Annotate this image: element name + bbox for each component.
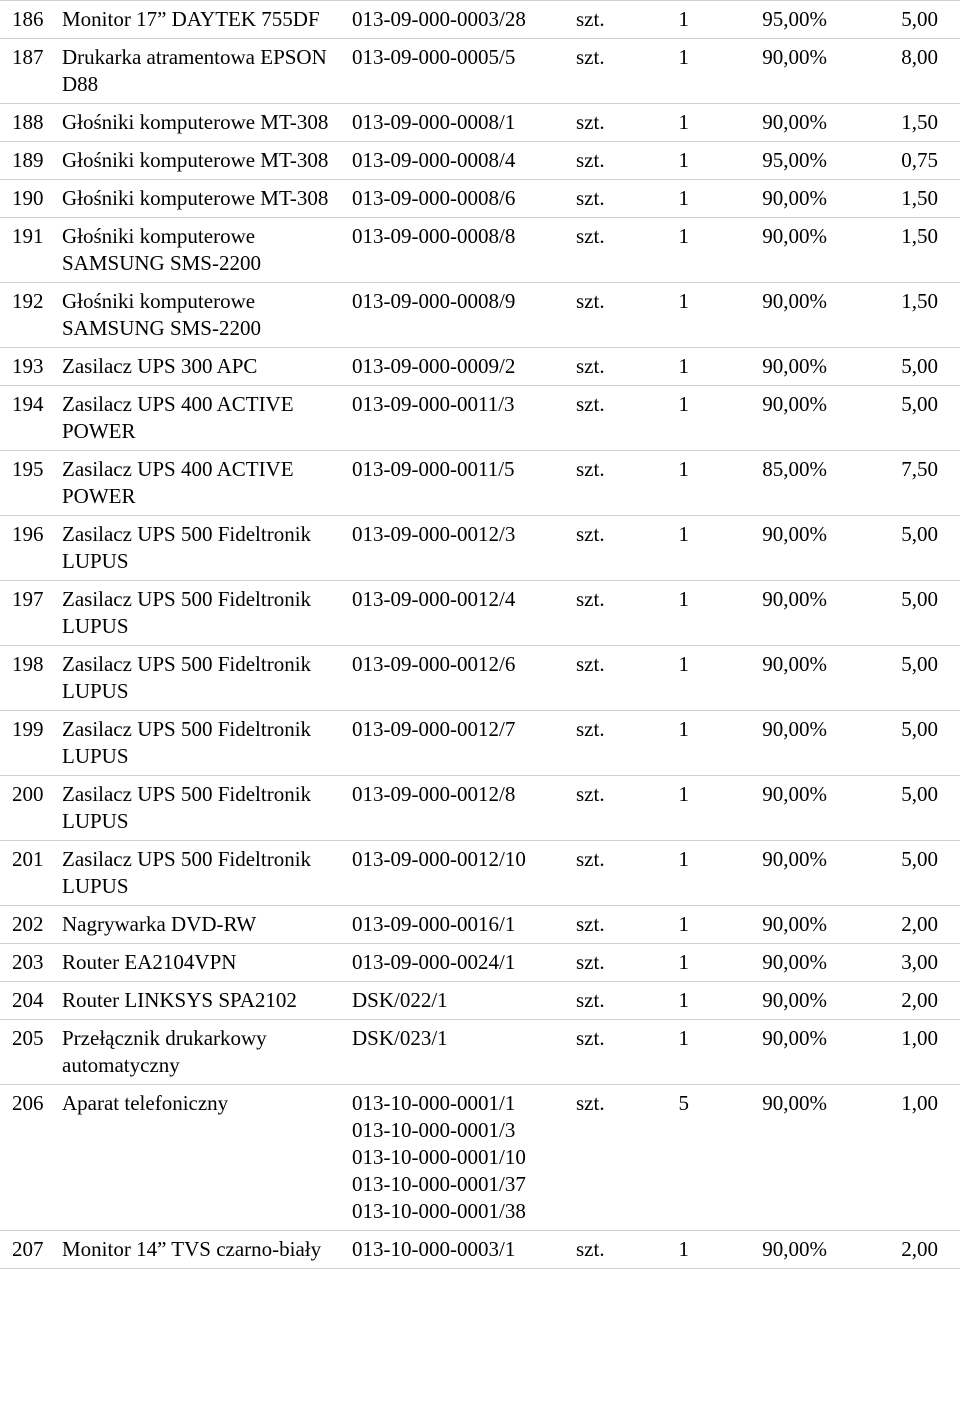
table-row bbox=[0, 516, 960, 581]
value-cell: 7,50 bbox=[835, 451, 960, 516]
unit-cell: szt. bbox=[570, 1, 650, 39]
row-number-cell: 188 bbox=[0, 104, 58, 142]
depreciation-percent-cell: 90,00% bbox=[695, 386, 835, 451]
unit-cell: szt. bbox=[570, 711, 650, 776]
unit-cell: szt. bbox=[570, 776, 650, 841]
inventory-number-cell: 013-10-000-0003/1 bbox=[348, 1231, 570, 1269]
depreciation-percent-cell: 90,00% bbox=[695, 1020, 835, 1085]
table-row bbox=[0, 776, 960, 841]
row-number-cell: 202 bbox=[0, 906, 58, 944]
inventory-number-cell: 013-09-000-0003/28 bbox=[348, 1, 570, 39]
row-number-cell: 197 bbox=[0, 581, 58, 646]
value-cell: 5,00 bbox=[835, 581, 960, 646]
inventory-number-cell: 013-09-000-0012/7 bbox=[348, 711, 570, 776]
item-name-cell: Głośniki komputerowe SAMSUNG SMS-2200 bbox=[58, 218, 348, 283]
value-cell: 5,00 bbox=[835, 516, 960, 581]
unit-cell: szt. bbox=[570, 218, 650, 283]
unit-cell: szt. bbox=[570, 906, 650, 944]
value-cell: 5,00 bbox=[835, 348, 960, 386]
table-row bbox=[0, 218, 960, 283]
value-cell: 5,00 bbox=[835, 1, 960, 39]
table-row bbox=[0, 1231, 960, 1269]
depreciation-percent-cell: 90,00% bbox=[695, 841, 835, 906]
item-name-cell: Zasilacz UPS 500 Fideltronik LUPUS bbox=[58, 711, 348, 776]
item-name-cell: Aparat telefoniczny bbox=[58, 1085, 348, 1231]
table-row bbox=[0, 142, 960, 180]
item-name-cell: Zasilacz UPS 500 Fideltronik LUPUS bbox=[58, 581, 348, 646]
unit-cell: szt. bbox=[570, 451, 650, 516]
inventory-number-cell: 013-09-000-0009/2 bbox=[348, 348, 570, 386]
unit-cell: szt. bbox=[570, 841, 650, 906]
table-row bbox=[0, 1085, 960, 1231]
item-name-cell: Zasilacz UPS 500 Fideltronik LUPUS bbox=[58, 646, 348, 711]
item-name-cell: Zasilacz UPS 400 ACTIVE POWER bbox=[58, 386, 348, 451]
value-cell: 1,00 bbox=[835, 1085, 960, 1231]
table-row bbox=[0, 711, 960, 776]
quantity-cell: 1 bbox=[650, 142, 695, 180]
table-row bbox=[0, 1, 960, 39]
quantity-cell: 1 bbox=[650, 906, 695, 944]
unit-cell: szt. bbox=[570, 1085, 650, 1231]
unit-cell: szt. bbox=[570, 348, 650, 386]
row-number-cell: 195 bbox=[0, 451, 58, 516]
row-number-cell: 191 bbox=[0, 218, 58, 283]
quantity-cell: 1 bbox=[650, 39, 695, 104]
unit-cell: szt. bbox=[570, 142, 650, 180]
inventory-number-cell: 013-09-000-0012/8 bbox=[348, 776, 570, 841]
item-name-cell: Głośniki komputerowe MT-308 bbox=[58, 142, 348, 180]
inventory-number-cell: 013-09-000-0016/1 bbox=[348, 906, 570, 944]
unit-cell: szt. bbox=[570, 982, 650, 1020]
item-name-cell: Zasilacz UPS 400 ACTIVE POWER bbox=[58, 451, 348, 516]
depreciation-percent-cell: 90,00% bbox=[695, 39, 835, 104]
value-cell: 1,00 bbox=[835, 1020, 960, 1085]
inventory-number-cell: 013-09-000-0012/3 bbox=[348, 516, 570, 581]
inventory-number-cell: 013-09-000-0012/10 bbox=[348, 841, 570, 906]
depreciation-percent-cell: 95,00% bbox=[695, 1, 835, 39]
depreciation-percent-cell: 90,00% bbox=[695, 104, 835, 142]
value-cell: 2,00 bbox=[835, 982, 960, 1020]
depreciation-percent-cell: 90,00% bbox=[695, 516, 835, 581]
quantity-cell: 1 bbox=[650, 516, 695, 581]
unit-cell: szt. bbox=[570, 581, 650, 646]
table-row bbox=[0, 386, 960, 451]
item-name-cell: Router LINKSYS SPA2102 bbox=[58, 982, 348, 1020]
quantity-cell: 1 bbox=[650, 1, 695, 39]
table-row bbox=[0, 1020, 960, 1085]
item-name-cell: Nagrywarka DVD-RW bbox=[58, 906, 348, 944]
value-cell: 5,00 bbox=[835, 711, 960, 776]
value-cell: 5,00 bbox=[835, 386, 960, 451]
inventory-number-cell: DSK/023/1 bbox=[348, 1020, 570, 1085]
row-number-cell: 198 bbox=[0, 646, 58, 711]
quantity-cell: 1 bbox=[650, 451, 695, 516]
depreciation-percent-cell: 90,00% bbox=[695, 646, 835, 711]
value-cell: 3,00 bbox=[835, 944, 960, 982]
table-row bbox=[0, 104, 960, 142]
table-row bbox=[0, 451, 960, 516]
item-name-cell: Przełącznik drukarkowy automatyczny bbox=[58, 1020, 348, 1085]
inventory-number-cell: 013-09-000-0008/9 bbox=[348, 283, 570, 348]
item-name-cell: Zasilacz UPS 300 APC bbox=[58, 348, 348, 386]
depreciation-percent-cell: 90,00% bbox=[695, 711, 835, 776]
table-row bbox=[0, 39, 960, 104]
unit-cell: szt. bbox=[570, 386, 650, 451]
inventory-number-cell: 013-09-000-0011/3 bbox=[348, 386, 570, 451]
unit-cell: szt. bbox=[570, 944, 650, 982]
inventory-number-cell: DSK/022/1 bbox=[348, 982, 570, 1020]
inventory-number-cell: 013-10-000-0001/1 013-10-000-0001/3 013-10-000-0001/10 013-10-000-0001/37 013-10-000-0001/38 bbox=[348, 1085, 570, 1231]
depreciation-percent-cell: 90,00% bbox=[695, 180, 835, 218]
quantity-cell: 1 bbox=[650, 1020, 695, 1085]
value-cell: 5,00 bbox=[835, 646, 960, 711]
unit-cell: szt. bbox=[570, 39, 650, 104]
quantity-cell: 1 bbox=[650, 711, 695, 776]
quantity-cell: 1 bbox=[650, 581, 695, 646]
row-number-cell: 189 bbox=[0, 142, 58, 180]
quantity-cell: 1 bbox=[650, 982, 695, 1020]
depreciation-percent-cell: 90,00% bbox=[695, 218, 835, 283]
inventory-number-cell: 013-09-000-0008/8 bbox=[348, 218, 570, 283]
depreciation-percent-cell: 90,00% bbox=[695, 906, 835, 944]
inventory-number-cell: 013-09-000-0011/5 bbox=[348, 451, 570, 516]
depreciation-percent-cell: 90,00% bbox=[695, 944, 835, 982]
inventory-number-cell: 013-09-000-0005/5 bbox=[348, 39, 570, 104]
value-cell: 1,50 bbox=[835, 104, 960, 142]
quantity-cell: 1 bbox=[650, 944, 695, 982]
item-name-cell: Głośniki komputerowe MT-308 bbox=[58, 104, 348, 142]
row-number-cell: 203 bbox=[0, 944, 58, 982]
inventory-number-cell: 013-09-000-0012/4 bbox=[348, 581, 570, 646]
item-name-cell: Głośniki komputerowe SAMSUNG SMS-2200 bbox=[58, 283, 348, 348]
depreciation-percent-cell: 90,00% bbox=[695, 1231, 835, 1269]
inventory-number-cell: 013-09-000-0008/1 bbox=[348, 104, 570, 142]
depreciation-percent-cell: 90,00% bbox=[695, 581, 835, 646]
value-cell: 1,50 bbox=[835, 218, 960, 283]
unit-cell: szt. bbox=[570, 1231, 650, 1269]
inventory-number-cell: 013-09-000-0024/1 bbox=[348, 944, 570, 982]
row-number-cell: 187 bbox=[0, 39, 58, 104]
inventory-number-cell: 013-09-000-0008/6 bbox=[348, 180, 570, 218]
item-name-cell: Monitor 17” DAYTEK 755DF bbox=[58, 1, 348, 39]
unit-cell: szt. bbox=[570, 180, 650, 218]
table-row bbox=[0, 646, 960, 711]
item-name-cell: Monitor 14” TVS czarno-biały bbox=[58, 1231, 348, 1269]
row-number-cell: 206 bbox=[0, 1085, 58, 1231]
item-name-cell: Głośniki komputerowe MT-308 bbox=[58, 180, 348, 218]
quantity-cell: 1 bbox=[650, 776, 695, 841]
row-number-cell: 196 bbox=[0, 516, 58, 581]
row-number-cell: 193 bbox=[0, 348, 58, 386]
item-name-cell: Router EA2104VPN bbox=[58, 944, 348, 982]
value-cell: 8,00 bbox=[835, 39, 960, 104]
value-cell: 5,00 bbox=[835, 776, 960, 841]
depreciation-percent-cell: 90,00% bbox=[695, 283, 835, 348]
row-number-cell: 204 bbox=[0, 982, 58, 1020]
quantity-cell: 1 bbox=[650, 646, 695, 711]
inventory-number-cell: 013-09-000-0008/4 bbox=[348, 142, 570, 180]
unit-cell: szt. bbox=[570, 1020, 650, 1085]
item-name-cell: Drukarka atramentowa EPSON D88 bbox=[58, 39, 348, 104]
quantity-cell: 1 bbox=[650, 386, 695, 451]
row-number-cell: 201 bbox=[0, 841, 58, 906]
table-row bbox=[0, 581, 960, 646]
item-name-cell: Zasilacz UPS 500 Fideltronik LUPUS bbox=[58, 841, 348, 906]
value-cell: 1,50 bbox=[835, 180, 960, 218]
unit-cell: szt. bbox=[570, 516, 650, 581]
row-number-cell: 199 bbox=[0, 711, 58, 776]
quantity-cell: 1 bbox=[650, 1231, 695, 1269]
row-number-cell: 190 bbox=[0, 180, 58, 218]
quantity-cell: 1 bbox=[650, 841, 695, 906]
table-row bbox=[0, 944, 960, 982]
depreciation-percent-cell: 90,00% bbox=[695, 982, 835, 1020]
value-cell: 5,00 bbox=[835, 841, 960, 906]
quantity-cell: 1 bbox=[650, 180, 695, 218]
table-row bbox=[0, 841, 960, 906]
quantity-cell: 1 bbox=[650, 218, 695, 283]
table-row bbox=[0, 180, 960, 218]
table-row bbox=[0, 906, 960, 944]
value-cell: 1,50 bbox=[835, 283, 960, 348]
table-row bbox=[0, 283, 960, 348]
unit-cell: szt. bbox=[570, 283, 650, 348]
row-number-cell: 192 bbox=[0, 283, 58, 348]
row-number-cell: 194 bbox=[0, 386, 58, 451]
table-row bbox=[0, 348, 960, 386]
depreciation-percent-cell: 90,00% bbox=[695, 1085, 835, 1231]
row-number-cell: 200 bbox=[0, 776, 58, 841]
quantity-cell: 1 bbox=[650, 104, 695, 142]
quantity-cell: 5 bbox=[650, 1085, 695, 1231]
unit-cell: szt. bbox=[570, 646, 650, 711]
inventory-table-body bbox=[0, 1, 960, 1269]
value-cell: 2,00 bbox=[835, 906, 960, 944]
quantity-cell: 1 bbox=[650, 283, 695, 348]
row-number-cell: 186 bbox=[0, 1, 58, 39]
value-cell: 0,75 bbox=[835, 142, 960, 180]
row-number-cell: 207 bbox=[0, 1231, 58, 1269]
row-number-cell: 205 bbox=[0, 1020, 58, 1085]
depreciation-percent-cell: 85,00% bbox=[695, 451, 835, 516]
inventory-number-cell: 013-09-000-0012/6 bbox=[348, 646, 570, 711]
depreciation-percent-cell: 90,00% bbox=[695, 776, 835, 841]
unit-cell: szt. bbox=[570, 104, 650, 142]
item-name-cell: Zasilacz UPS 500 Fideltronik LUPUS bbox=[58, 776, 348, 841]
depreciation-percent-cell: 90,00% bbox=[695, 348, 835, 386]
table-row bbox=[0, 982, 960, 1020]
quantity-cell: 1 bbox=[650, 348, 695, 386]
value-cell: 2,00 bbox=[835, 1231, 960, 1269]
depreciation-percent-cell: 95,00% bbox=[695, 142, 835, 180]
item-name-cell: Zasilacz UPS 500 Fideltronik LUPUS bbox=[58, 516, 348, 581]
